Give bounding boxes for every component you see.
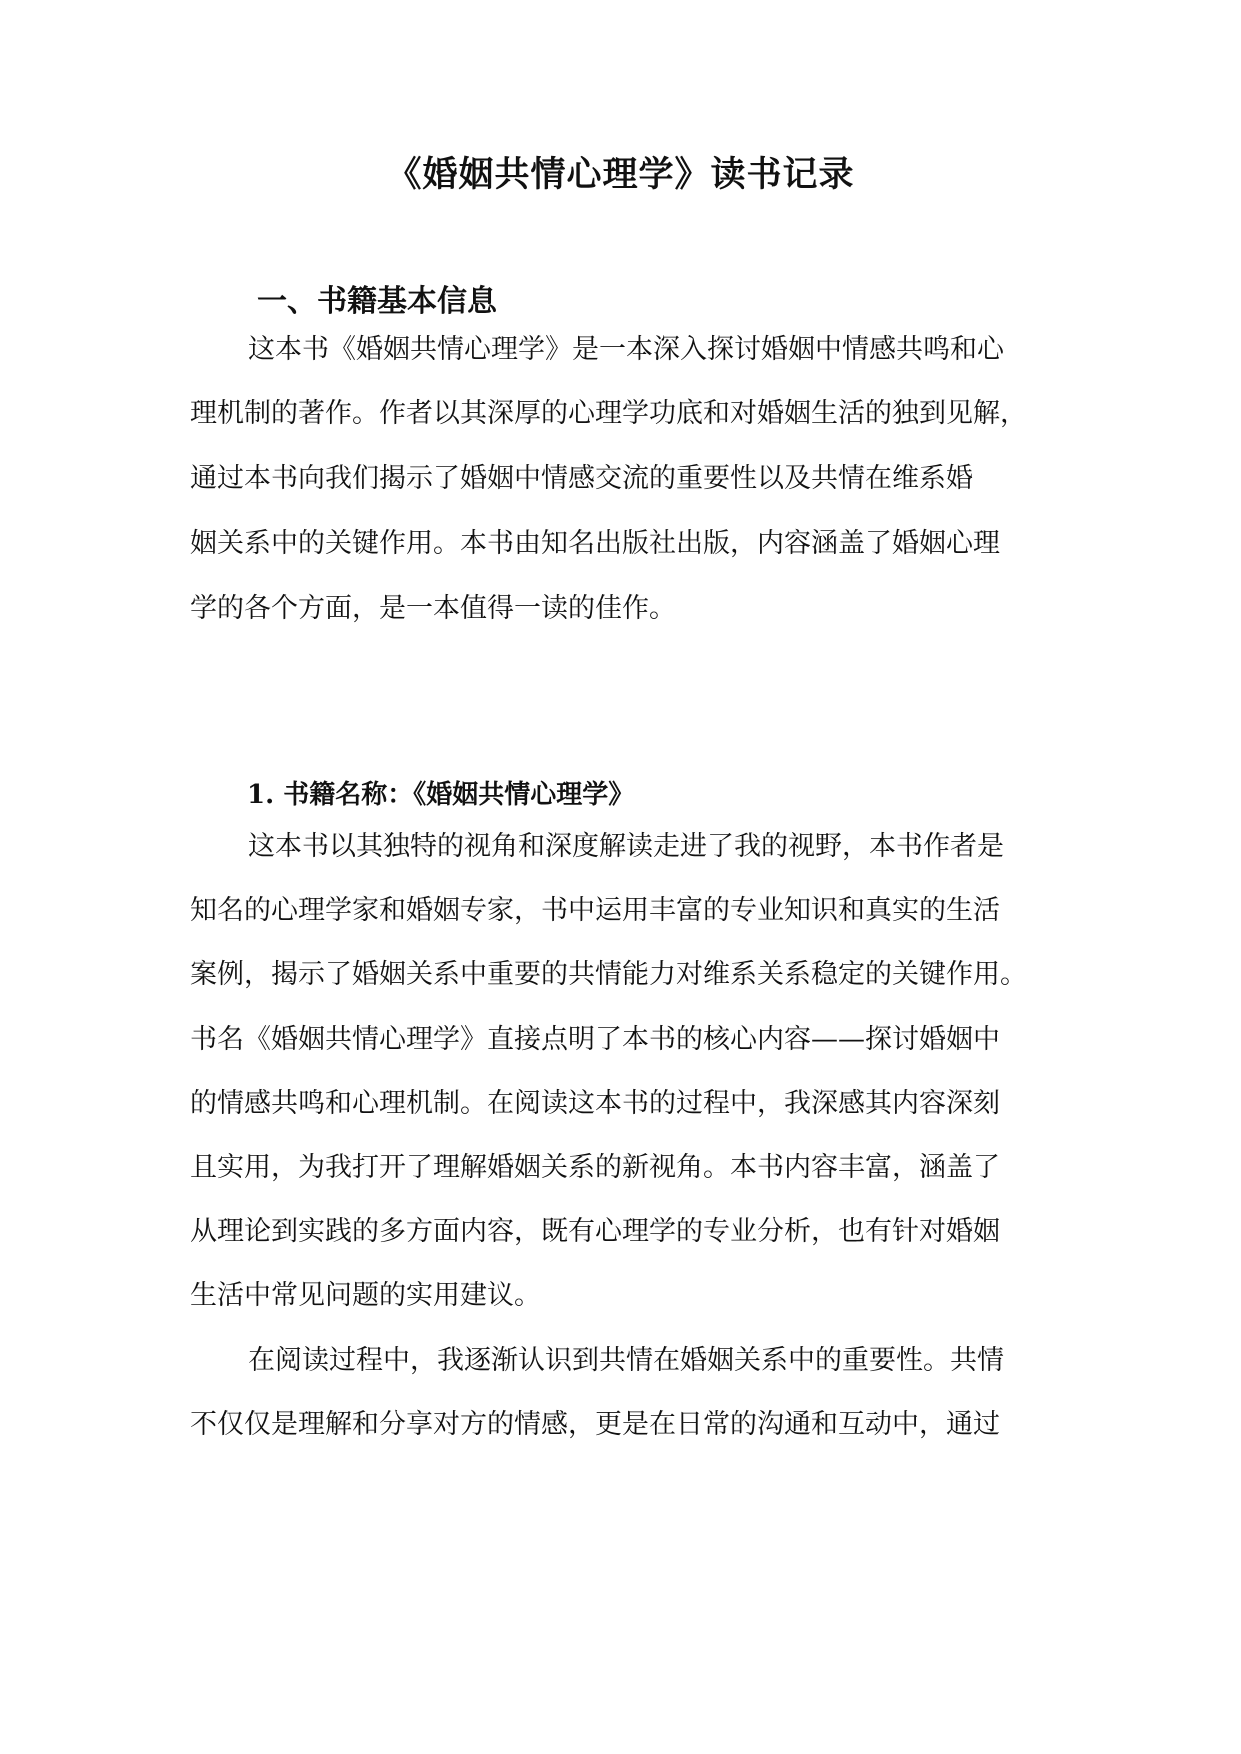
- paragraph-line: 不仅仅是理解和分享对方的情感，更是在日常的沟通和互动中，通过: [190, 1409, 1000, 1440]
- paragraph-line: 姻关系中的关键作用。本书由知名出版社出版，内容涵盖了婚姻心理: [190, 528, 1000, 559]
- paragraph-line: 这本书《婚姻共情心理学》是一本深入探讨婚姻中情感共鸣和心: [248, 334, 1004, 365]
- paragraph-line: 这本书以其独特的视角和深度解读走进了我的视野，本书作者是: [248, 831, 1004, 862]
- paragraph-line: 通过本书向我们揭示了婚姻中情感交流的重要性以及共情在维系婚: [190, 463, 973, 494]
- paragraph-line: 从理论到实践的多方面内容，既有心理学的专业分析，也有针对婚姻: [190, 1216, 1000, 1247]
- subheading-book-name: 1. 书籍名称：《婚姻共情心理学》: [247, 780, 635, 810]
- paragraph-line: 知名的心理学家和婚姻专家，书中运用丰富的专业知识和真实的生活: [190, 895, 1000, 926]
- paragraph-line: 书名《婚姻共情心理学》直接点明了本书的核心内容——探讨婚姻中: [190, 1024, 1000, 1055]
- paragraph-line: 理机制的著作。作者以其深厚的心理学功底和对婚姻生活的独到见解，: [190, 398, 1027, 429]
- paragraph-line: 学的各个方面，是一本值得一读的佳作。: [190, 593, 676, 624]
- paragraph-line: 且实用，为我打开了理解婚姻关系的新视角。本书内容丰富，涵盖了: [190, 1152, 1000, 1183]
- paragraph-line: 生活中常见问题的实用建议。: [190, 1280, 541, 1311]
- section-heading: 一、书籍基本信息: [257, 284, 497, 319]
- document-title: 《婚姻共情心理学》读书记录: [386, 154, 855, 195]
- paragraph-line: 在阅读过程中，我逐渐认识到共情在婚姻关系中的重要性。共情: [248, 1345, 1004, 1376]
- paragraph-line: 案例，揭示了婚姻关系中重要的共情能力对维系关系稳定的关键作用。: [190, 959, 1027, 990]
- paragraph-line: 的情感共鸣和心理机制。在阅读这本书的过程中，我深感其内容深刻: [190, 1088, 1000, 1119]
